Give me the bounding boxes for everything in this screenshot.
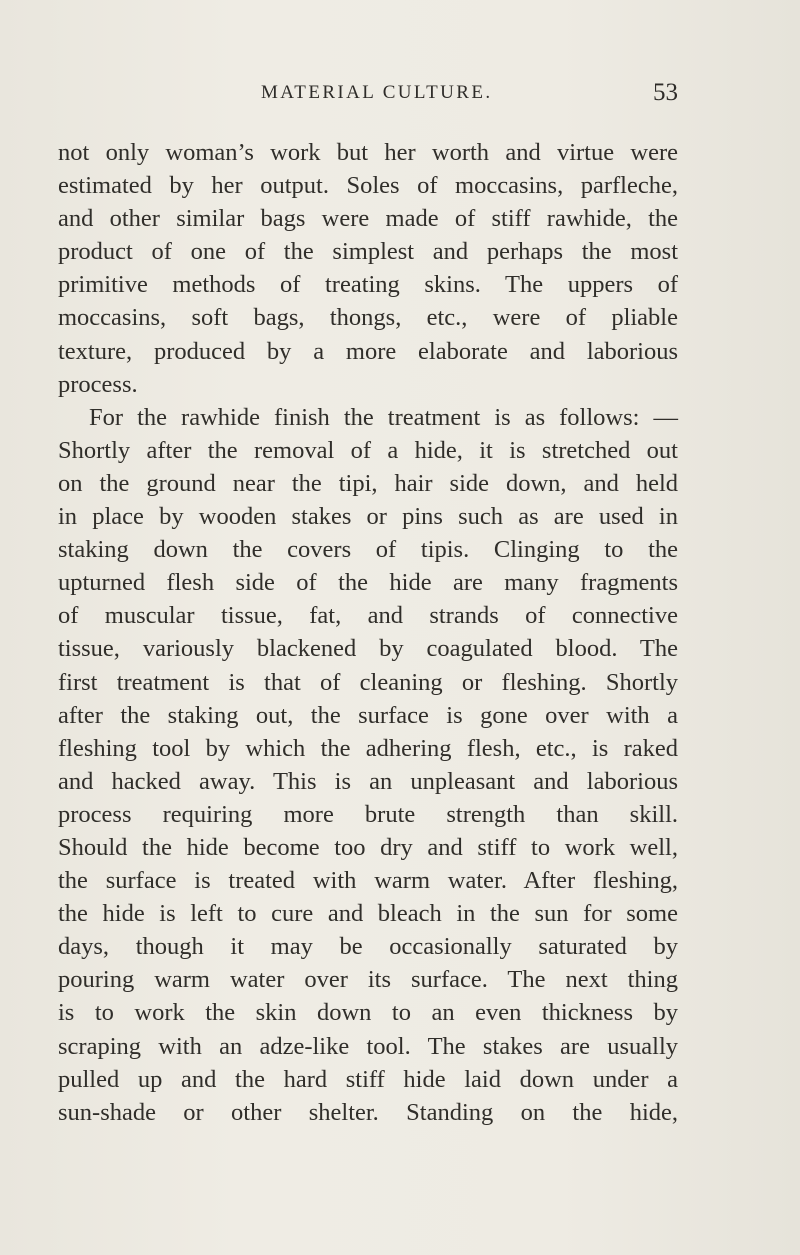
text-line: moccasins, soft bags, thongs, etc., were of pliable [58, 304, 678, 332]
text-line: upturned flesh side of the hide are many fragments [58, 569, 678, 597]
text-line: product of one of the simplest and perhaps the most [58, 238, 678, 266]
body-text [58, 136, 678, 1129]
text-line: the surface is treated with warm water. After fleshing, [58, 867, 678, 895]
text-line: Shortly after the removal of a hide, it is stretched out [58, 436, 678, 464]
text-line: sun-shade or other shelter. Standing on the hide, [58, 1098, 678, 1126]
text-line: first treatment is that of cleaning or fleshing. Shortly [58, 668, 678, 696]
text-line: on the ground near the tipi, hair side down, and held [58, 469, 678, 497]
text-line: pulled up and the hard stiff hide laid down under a [58, 1065, 678, 1093]
text-line: and hacked away. This is an unpleasant and laborious [58, 767, 678, 795]
page-number: 53 [653, 79, 678, 106]
text-line: days, though it may be occasionally saturated by [58, 933, 678, 961]
text-line: the hide is left to cure and bleach in the sun for some [58, 900, 678, 928]
text-line: in place by wooden stakes or pins such as are used in [58, 503, 678, 531]
text-line: and other similar bags were made of stiff rawhide, the [58, 205, 678, 233]
text-line: estimated by her output. Soles of moccasins, parfleche, [58, 172, 678, 200]
text-line: pouring warm water over its surface. The next thing [58, 966, 678, 994]
text-line: after the staking out, the surface is gone over with a [58, 701, 678, 729]
running-head [58, 78, 678, 112]
text-line: primitive methods of treating skins. The uppers of [58, 271, 678, 299]
text-line: process requiring more brute strength than skill. [58, 800, 678, 828]
text-line: of muscular tissue, fat, and strands of connective [58, 602, 678, 630]
text-line: scraping with an adze-like tool. The stakes are usually [58, 1032, 678, 1060]
text-line: texture, produced by a more elaborate and laborious [58, 337, 678, 365]
text-line: Should the hide become too dry and stiff to work well, [58, 833, 678, 861]
text-line: process. [58, 370, 138, 398]
text-line: not only woman’s work but her worth and virtue were [58, 139, 678, 166]
text-line: tissue, variously blackened by coagulated blood. The [58, 635, 678, 663]
text-line: is to work the skin down to an even thickness by [58, 999, 678, 1027]
text-line: fleshing tool by which the adhering flesh, etc., is raked [58, 734, 678, 762]
running-title: MATERIAL CULTURE. [261, 82, 493, 103]
text-line: For the rawhide finish the treatment is as follows: — [89, 403, 678, 431]
text-line: staking down the covers of tipis. Clinging to the [58, 536, 678, 564]
